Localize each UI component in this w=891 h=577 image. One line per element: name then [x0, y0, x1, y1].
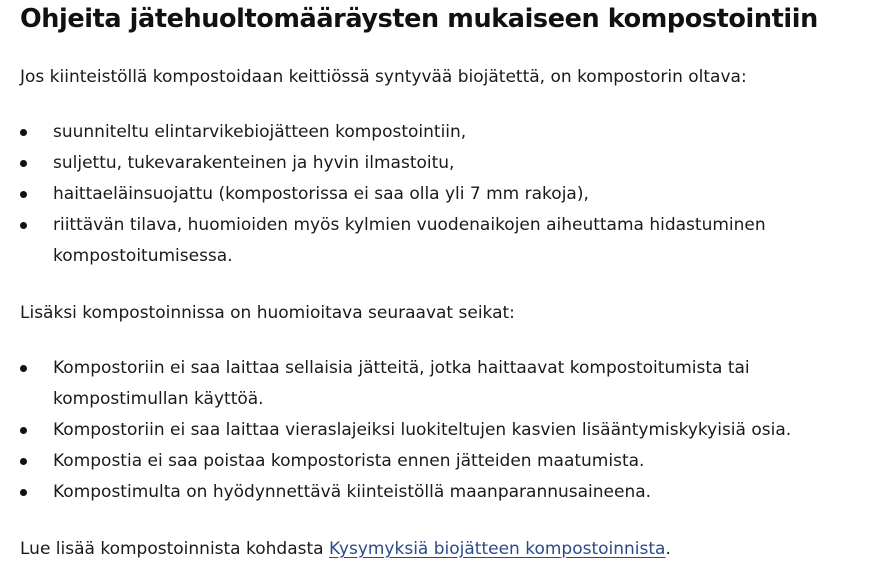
list-item-text: Kompostoriin ei saa laittaa sellaisia jätteitä, jotka haittaavat kompostoitumista tai [53, 358, 750, 378]
list-item [20, 117, 766, 148]
composting-faq-link[interactable]: Kysymyksiä biojätteen kompostoinnista [328, 539, 666, 559]
list-item-text: Kompostoriin ei saa laittaa vieraslajeiksi luokiteltujen kasvien lisääntymiskykyisiä osia. [53, 420, 792, 440]
requirements-list [20, 117, 766, 272]
list-item-text: haittaeläinsuojattu (kompostorissa ei saa olla yli 7 mm rakoja), [53, 184, 589, 204]
list-item-text: riittävän tilava, huomioiden myös kylmien vuodenaikojen aiheuttama hidastuminen [53, 215, 766, 235]
list-item [20, 148, 766, 179]
page-title: Ohjeita jätehuoltomääräysten mukaiseen kompostointiin [20, 4, 818, 34]
notes-list [20, 353, 791, 508]
list-item [20, 446, 791, 477]
list-item-text-continued: kompostimullan käyttöä. [53, 389, 264, 409]
bullet-icon [20, 191, 27, 198]
bullet-icon [20, 489, 27, 496]
read-more-prefix: Lue lisää kompostoinnista kohdasta [20, 539, 329, 559]
bullet-icon [20, 222, 27, 229]
additional-intro-paragraph: Lisäksi kompostoinnissa on huomioitava seuraavat seikat: [20, 303, 515, 323]
bullet-icon [20, 129, 27, 136]
list-item [20, 353, 791, 415]
list-item-text: Kompostimulta on hyödynnettävä kiinteistöllä maanparannusaineena. [53, 482, 652, 502]
list-item-text: Kompostia ei saa poistaa kompostorista ennen jätteiden maatumista. [53, 451, 645, 471]
list-item-text: suunniteltu elintarvikebiojätteen kompostointiin, [53, 122, 467, 142]
list-item [20, 179, 766, 210]
list-item [20, 477, 791, 508]
bullet-icon [20, 427, 27, 434]
list-item-text-continued: kompostoitumisessa. [53, 246, 233, 266]
list-item [20, 415, 791, 446]
bullet-icon [20, 160, 27, 167]
read-more-suffix: . [665, 539, 671, 559]
intro-paragraph: Jos kiinteistöllä kompostoidaan keittiössä syntyvää biojätettä, on kompostorin oltava: [20, 67, 747, 87]
list-item [20, 210, 766, 272]
bullet-icon [20, 365, 27, 372]
list-item-text: suljettu, tukevarakenteinen ja hyvin ilmastoitu, [53, 153, 455, 173]
read-more-paragraph [20, 534, 671, 565]
bullet-icon [20, 458, 27, 465]
